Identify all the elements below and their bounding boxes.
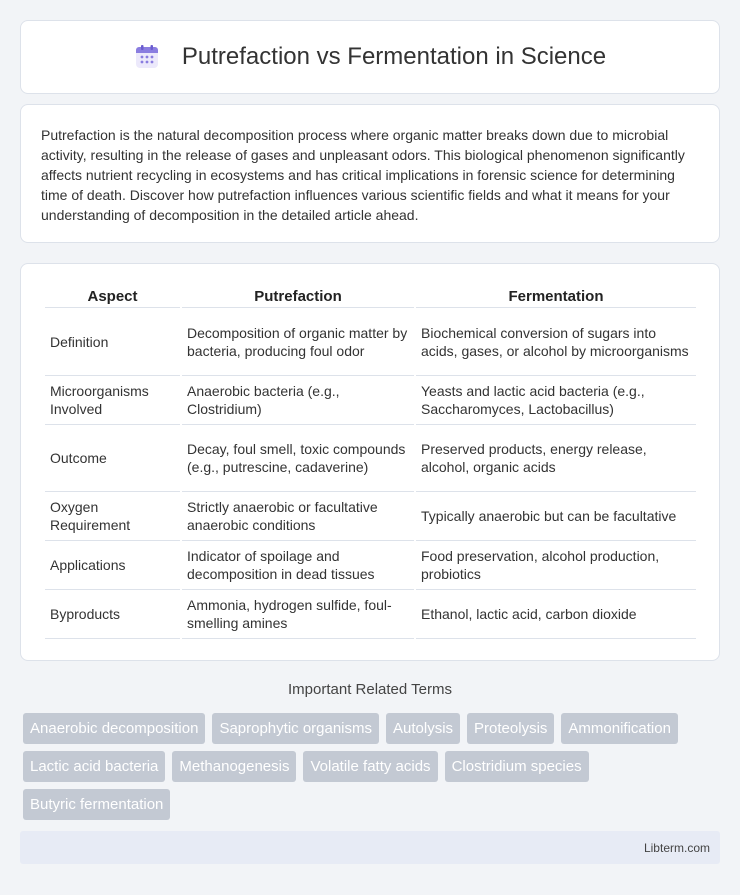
related-terms-list — [23, 713, 723, 820]
intro-card — [20, 104, 720, 243]
header-card — [20, 20, 720, 94]
table-cell: Outcome — [45, 425, 180, 492]
table-cell: Decay, foul smell, toxic compounds (e.g., putrescine, cadaverine) — [182, 425, 414, 492]
column-header-fermentation: Fermentation — [416, 284, 696, 308]
table-cell: Indicator of spoilage and decomposition in dead tissues — [182, 541, 414, 590]
table-cell: Yeasts and lactic acid bacteria (e.g., Saccharomyces, Lactobacillus) — [416, 376, 696, 425]
table-cell: Typically anaerobic but can be facultative — [416, 492, 696, 541]
table-header-row — [45, 284, 696, 308]
column-header-putrefaction: Putrefaction — [182, 284, 414, 308]
calendar-icon — [134, 44, 160, 70]
related-term-tag[interactable]: Proteolysis — [467, 713, 554, 744]
table-cell: Oxygen Requirement — [45, 492, 180, 541]
table-cell: Applications — [45, 541, 180, 590]
related-term-tag[interactable]: Autolysis — [386, 713, 460, 744]
intro-paragraph: Putrefaction is the natural decomposition process where organic matter breaks down due to microbial activity, resulting in the release of gases and unpleasant odors. This biological phenomenon significantly affects nutrient recycling in ecosystems and has critical implications in forensic science for determining time of death. Discover how putrefaction influences various scientific fields and what it means for your understanding of decomposition in the detailed article ahead. — [41, 127, 685, 223]
table-row — [45, 590, 696, 639]
page-title: Putrefaction vs Fermentation in Science — [181, 43, 607, 70]
related-term-tag[interactable]: Saprophytic organisms — [212, 713, 379, 744]
table-cell: Food preservation, alcohol production, probiotics — [416, 541, 696, 590]
table-row — [45, 308, 696, 376]
table-cell: Biochemical conversion of sugars into acids, gases, or alcohol by microorganisms — [416, 308, 696, 376]
related-term-tag[interactable]: Anaerobic decomposition — [23, 713, 205, 744]
table-cell: Microorganisms Involved — [45, 376, 180, 425]
footer — [20, 831, 720, 864]
table-cell: Byproducts — [45, 590, 180, 639]
comparison-table — [43, 284, 698, 639]
related-terms-heading: Important Related Terms — [288, 681, 452, 698]
table-cell: Strictly anaerobic or facultative anaerobic conditions — [182, 492, 414, 541]
table-cell: Ethanol, lactic acid, carbon dioxide — [416, 590, 696, 639]
table-cell: Anaerobic bacteria (e.g., Clostridium) — [182, 376, 414, 425]
table-row — [45, 425, 696, 492]
related-term-tag[interactable]: Lactic acid bacteria — [23, 751, 165, 782]
comparison-table-card — [20, 263, 720, 661]
related-term-tag[interactable]: Ammonification — [561, 713, 678, 744]
table-cell: Definition — [45, 308, 180, 376]
table-cell: Ammonia, hydrogen sulfide, foul-smelling amines — [182, 590, 414, 639]
footer-site-link[interactable]: Libterm.com — [643, 840, 710, 855]
related-term-tag[interactable]: Clostridium species — [445, 751, 589, 782]
table-row — [45, 541, 696, 590]
related-term-tag[interactable]: Methanogenesis — [172, 751, 296, 782]
title-wrap — [134, 43, 606, 71]
related-term-tag[interactable]: Volatile fatty acids — [303, 751, 437, 782]
table-cell: Preserved products, energy release, alcohol, organic acids — [416, 425, 696, 492]
table-cell: Decomposition of organic matter by bacteria, producing foul odor — [182, 308, 414, 376]
table-row — [45, 376, 696, 425]
related-term-tag[interactable]: Butyric fermentation — [23, 789, 170, 820]
column-header-aspect: Aspect — [45, 284, 180, 308]
table-row — [45, 492, 696, 541]
